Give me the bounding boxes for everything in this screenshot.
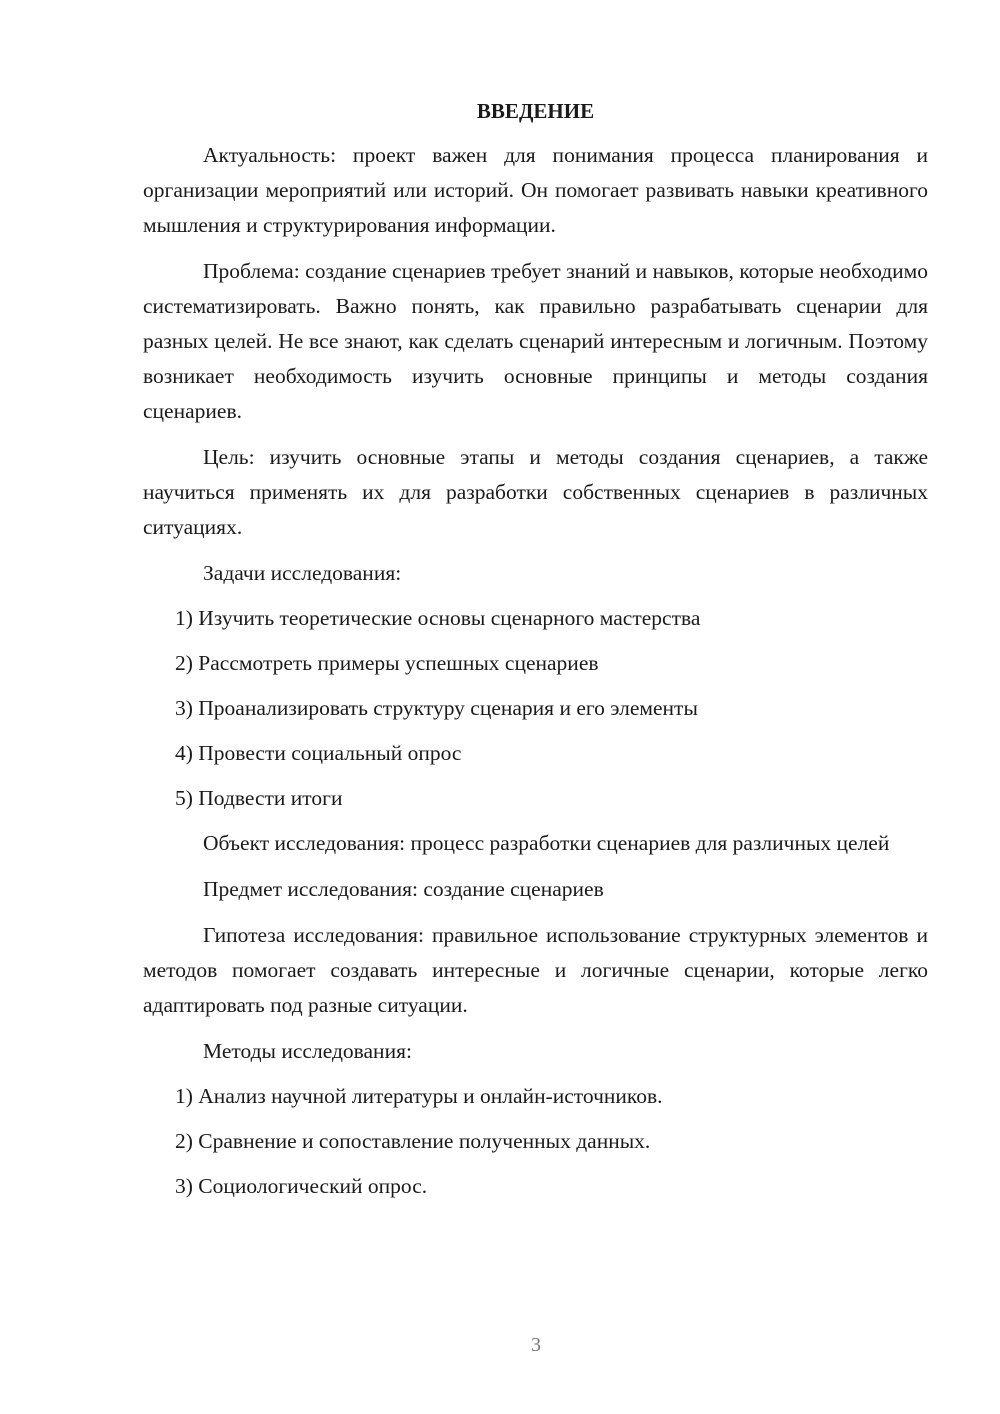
object-paragraph: Объект исследования: процесс разработки сценариев для различных целей [203,831,890,855]
task-item: 1) Изучить теоретические основы сценарного мастерства [175,606,701,630]
task-item: 2) Рассмотреть примеры успешных сценариев [175,651,599,675]
document-title: ВВЕДЕНИЕ [476,99,595,123]
tasks-list [143,601,928,816]
goal-paragraph: Цель: изучить основные этапы и методы создания сценариев, а также научиться применять их для разработки собственных сценариев в различных ситуациях. [143,445,928,539]
hypothesis-paragraph: Гипотеза исследования: правильное использование структурных элементов и методов помогает создавать интересные и логичные сценарии, которые легко адаптировать под разные ситуации. [143,923,928,1017]
task-item: 5) Подвести итоги [175,786,343,810]
methods-list [143,1079,928,1204]
task-item: 4) Провести социальный опрос [175,741,462,765]
method-item: 1) Анализ научной литературы и онлайн-источников. [175,1084,663,1108]
page-number: 3 [531,1334,541,1356]
method-item: 2) Сравнение и сопоставление полученных данных. [175,1129,651,1153]
problem-paragraph: Проблема: создание сценариев требует знаний и навыков, которые необходимо систематизировать. Важно понять, как правильно разрабатывать сценарии для разных целей. Не все знают, как сделать сценарий интересным и логичным. Поэтому возникает необходимость изучить основные принципы и методы создания сценариев. [143,259,928,423]
subject-paragraph: Предмет исследования: создание сценариев [203,877,604,901]
relevance-paragraph: Актуальность: проект важен для понимания процесса планирования и организации мероприятий или историй. Он помогает развивать навыки креативного мышления и структурирования информации. [143,143,928,237]
task-item: 3) Проанализировать структуру сценария и его элементы [175,696,698,720]
method-item: 3) Социологический опрос. [175,1174,428,1198]
methods-heading: Методы исследования: [203,1039,412,1063]
tasks-heading: Задачи исследования: [203,561,402,585]
document-page [143,96,928,1214]
